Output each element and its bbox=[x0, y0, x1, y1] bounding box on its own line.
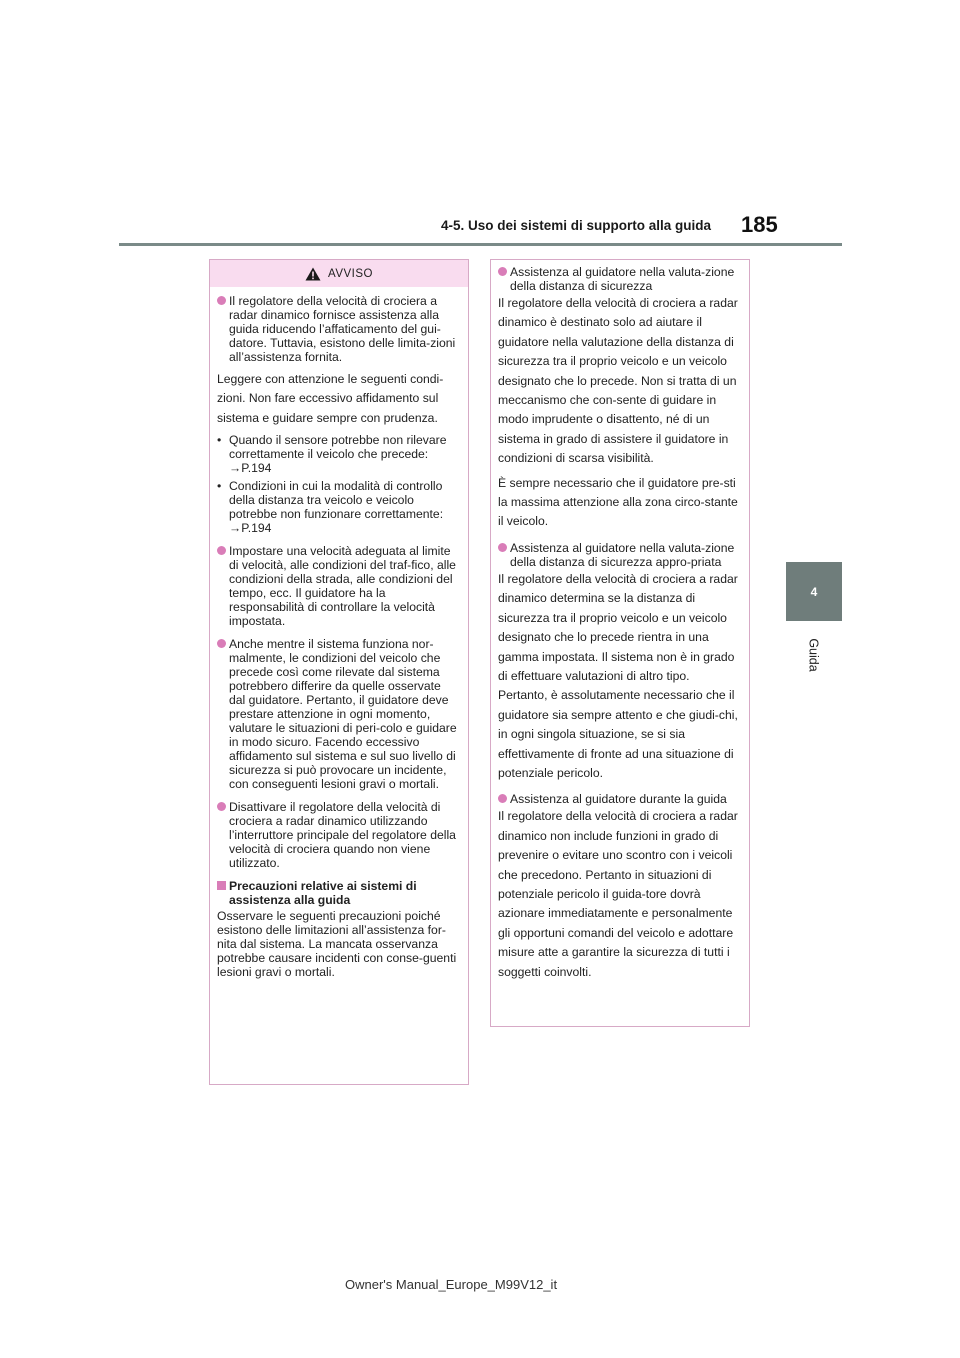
header-rule bbox=[119, 243, 842, 246]
warning-item-text: Impostare una velocità adeguata al limite di velocità, alle condizioni del traf-fico, alle condizioni della strada, alle condizioni del tempo, ecc. Il guidatore ha la responsabilità di controllare la velocità impostata. bbox=[229, 544, 456, 629]
sub-heading-text: Precauzioni relative ai sistemi di assistenza alla guida bbox=[229, 879, 417, 908]
bullet-circle-icon bbox=[217, 802, 226, 811]
list-item bbox=[217, 637, 460, 791]
footer-text: Owner's Manual_Europe_M99V12_it bbox=[345, 1277, 558, 1292]
bullet-square-icon bbox=[217, 881, 226, 890]
sub-list-item bbox=[217, 479, 460, 535]
chapter-label bbox=[806, 625, 822, 685]
warning-item-text: Anche mentre il sistema funziona nor-malmente, le condizioni del veicolo che precede così come rilevate dal sistema potrebbero differire da quelle osservate dal guidatore. Pertanto, il guidatore deve prestare attenzione in ogni momento, valutare le situazioni di peri-colo e guidare in modo sicuro. Facendo eccessivo affidamento sul sistema e sul suo livello di sicurezza si può provocare un incidente, con conseguenti lesioni gravi o mortali. bbox=[229, 637, 457, 792]
chapter-label-text: Guida bbox=[807, 638, 822, 672]
page-reference-link[interactable]: →P.194 bbox=[229, 461, 272, 476]
sub-item-text: Condizioni in cui la modalità di controllo della distanza tra veicolo e veicolo potrebbe non funzionare correttamente: bbox=[229, 479, 444, 522]
sub-item-text: Quando il sensore potrebbe non rilevare correttamente il veicolo che precede: bbox=[229, 433, 447, 462]
bullet-circle-icon bbox=[217, 639, 226, 648]
item-title: Assistenza al guidatore nella valuta-zione della distanza di sicurezza bbox=[510, 265, 735, 293]
bullet-circle-icon bbox=[498, 794, 507, 803]
list-item bbox=[217, 800, 460, 870]
chapter-tab bbox=[786, 562, 842, 621]
warning-header bbox=[210, 260, 468, 287]
bullet-circle-icon bbox=[217, 296, 226, 305]
list-item bbox=[217, 544, 460, 628]
body-paragraph: Il regolatore della velocità di crociera a radar dinamico è destinato solo ad aiutare il guidatore nella valutazione della distanza di sicurezza tra il proprio veicolo e un veicolo designato che lo precede. Non si tratta di un meccanismo che con-sente di guidare in modo imprudente o disattento, né di un sistema in grado di assistere il guidatore in condizioni di scarsa visibilità. bbox=[498, 296, 738, 466]
list-item bbox=[498, 541, 741, 569]
bullet-circle-icon bbox=[498, 543, 507, 552]
warning-paragraph: Osservare le seguenti precauzioni poiché esistono delle limitazioni all’assistenza for-nita dal sistema. La mancata osservanza potrebbe causare incidenti con conse-guenti lesioni gravi o mortali. bbox=[217, 909, 457, 980]
page-reference-link[interactable]: →P.194 bbox=[229, 521, 272, 536]
warning-content bbox=[210, 287, 468, 985]
bullet-dot-icon: • bbox=[217, 433, 222, 448]
body-paragraph: È sempre necessario che il guidatore pre-sti la massima attenzione alla zona circo-stante il veicolo. bbox=[498, 475, 738, 529]
body-paragraph: Il regolatore della velocità di crociera a radar dinamico non include funzioni in grado di prevenire o evitare uno scontro con i veicoli che precedono. Pertanto in situazioni di potenziale pericolo il guida-tore dovrà azionare immediatamente e personalmente gli opportuni comandi del veicolo e adottare misure atte a garantire la sicurezza di tutti i soggetti coinvolti. bbox=[498, 809, 738, 979]
body-paragraph: Il regolatore della velocità di crociera a radar dinamico determina se la distanza di sicurezza tra il proprio veicolo e un veicolo designato che lo precede rientra in una gamma impostata. Il sistema non è in grado di effettuare valutazioni di altro tipo. Pertanto, è assolutamente necessario che il guidatore sia sempre attento e che giudi-chi, in ogni singola situazione, se si sia effettivamente di fronte ad una situazione di potenziale pericolo. bbox=[498, 571, 738, 780]
warning-item-text: Il regolatore della velocità di crociera a radar dinamico fornisce assistenza alla guida riducendo l’affaticamento del gui-datore. Tuttavia, esistono delle limita-zioni all’assistenza fornita. bbox=[229, 294, 456, 364]
continued-content bbox=[491, 260, 749, 993]
warning-sub-list bbox=[217, 433, 460, 535]
chapter-number: 4 bbox=[810, 584, 818, 599]
section-title: 4-5. Uso dei sistemi di supporto alla guida bbox=[441, 218, 712, 233]
warning-title: AVVISO bbox=[328, 267, 373, 280]
list-item bbox=[217, 294, 460, 364]
list-item bbox=[498, 792, 741, 806]
warning-box bbox=[209, 259, 469, 1085]
list-item bbox=[498, 265, 741, 293]
item-title: Assistenza al guidatore nella valuta-zione della distanza di sicurezza appro-priata bbox=[510, 540, 735, 569]
page-number: 185 bbox=[741, 212, 778, 237]
item-title: Assistenza al guidatore durante la guida bbox=[510, 792, 727, 807]
warning-paragraph: Leggere con attenzione le seguenti condi-zioni. Non fare eccessivo affidamento sul sistema e guidare sempre con prudenza. bbox=[217, 372, 444, 425]
warning-item-text: Disattivare il regolatore della velocità di crociera a radar dinamico utilizzando l’interruttore principale del regolatore della velocità di crociera quando non viene utilizzato. bbox=[229, 800, 456, 871]
sub-heading bbox=[217, 879, 460, 907]
continued-box bbox=[490, 259, 750, 1027]
warning-triangle-icon bbox=[305, 267, 321, 281]
bullet-circle-icon bbox=[498, 267, 507, 276]
sub-list-item bbox=[217, 433, 460, 475]
bullet-circle-icon bbox=[217, 546, 226, 555]
bullet-dot-icon: • bbox=[217, 479, 222, 494]
